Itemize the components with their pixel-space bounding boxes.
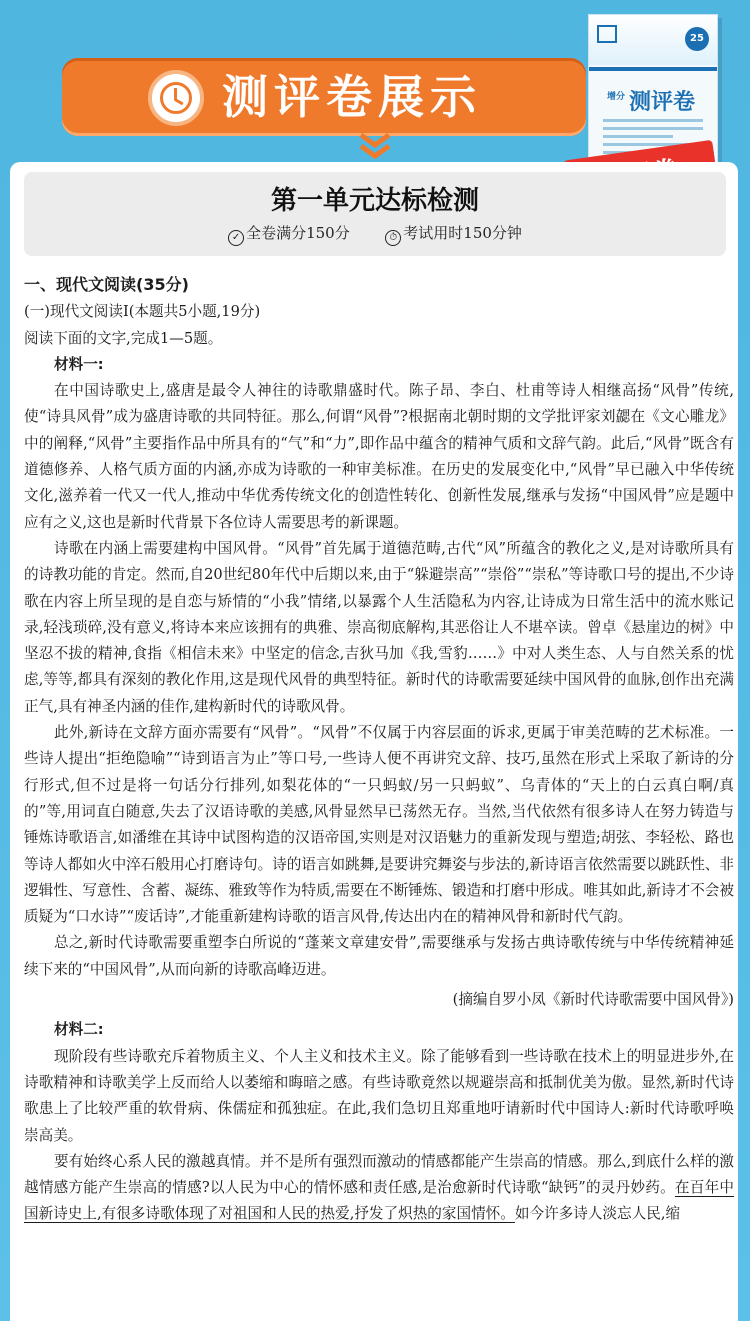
- material-1-paragraph: 诗歌在内涵上需要建构中国风骨。“风骨”首先属于道德范畴,古代“风”所蕴含的教化之义,是对诗歌所具有的诗教功能的肯定。然而,自20世纪80年代中后期以来,由于“躲避崇高”“崇俗”“崇私”等诗歌口号的提出,不少诗歌在内容上所呈现的是自恋与矫情的“小我”情绪,以暴露个人生活隐私为内容,让诗成为日常生活中的流水账记录,轻浅琐碎,没有意义,将诗本来应该拥有的典雅、崇高彻底解构,其恶俗让人不堪卒读。曾卓《悬崖边的树》中坚忍不拔的精神,食指《相信未来》中坚定的信念,吉狄马加《我,雪豹……》中对人类生态、人与自然关系的忧虑,等等,都具有深刻的教化作用,这是现代风骨的典型特征。新时代的诗歌需要延续中国风骨的血脉,创作出充满正气,具有神圣内涵的佳作,建构新时代的诗歌风骨。: [24, 539, 734, 715]
- material-1-paragraph: 总之,新时代诗歌需要重塑李白所说的“蓬莱文章建安骨”,需要继承与发扬古典诗歌传统与中华传统精神延续下来的“中国风骨”,从而向新的诗歌高峰迈进。: [24, 934, 734, 978]
- exam-title: 第一单元达标检测: [270, 186, 479, 216]
- publisher-logo-icon: [597, 25, 617, 43]
- instruction-text: 阅读下面的文字,完成1—5题。: [24, 329, 223, 347]
- material-1-paragraph: 在中国诗歌史上,盛唐是最令人神往的诗歌鼎盛时代。陈子昂、李白、杜甫等诗人相继高扬“风骨”传统,使“诗具风骨”成为盛唐诗歌的共同特征。那么,何谓“风骨”?根据南北朝时期的文学批评家刘勰在《文心雕龙》中的阐释,“风骨”主要指作品中所具有的“气”和“力”,即作品中蕴含的精神气质和文辞气韵。此后,“风骨”既含有道德修养、人格气质方面的内涵,亦成为诗歌的一种审美标准。在历史的发展变化中,“风骨”早已融入中华传统文化,滋养着一代又一代人,推动中华优秀传统文化的创造性转化、创新性发展,继承与发扬“中国风骨”应是题中应有之义,这也是新时代背景下各位诗人需要思考的新课题。: [24, 382, 734, 531]
- material-1-paragraph: 此外,新诗在文辞方面亦需要有“风骨”。“风骨”不仅属于内容层面的诉求,更属于审美范畴的艺术标准。一些诗人提出“拒绝隐喻”“诗到语言为止”等口号,一些诗人便不再讲究文辞、技巧,虽然在形式上采取了新诗的分行形式,但不过是将一句话分行排列,如梨花体的“一只蚂蚁/另一只蚂蚁”、乌青体的“天上的白云真白啊/真的”等,用词直白随意,失去了汉语诗歌的美感,风骨显然早已荡然无存。当然,当代依然有很多诗人在努力铸造与锤炼诗歌语言,如潘维在其诗中试图构造的汉语帝国,实则是对汉语魅力的重新发现与塑造;胡弦、李轻松、路也等诗人都如火中淬石般用心打磨诗句。诗的语言如跳舞,是要讲究舞姿与步法的,新诗语言依然需要以跳跃性、非逻辑性、写意性、含蓄、凝练、雅致等作为特质,需要在不断锤炼、锻造和打磨中形成。唯其如此,新诗才不会被质疑为“口水诗”“废话诗”,才能重新建构诗歌的语言风骨,传达出内在的精神风骨和新时代气韵。: [24, 724, 734, 926]
- book-small-label: 增分: [607, 92, 626, 102]
- banner-title: 测评卷展示: [222, 70, 482, 124]
- exam-meta: [24, 222, 726, 246]
- material-1-label: 材料一:: [54, 355, 104, 373]
- timer-icon: ⏱: [385, 230, 401, 246]
- badge-number: 25: [685, 27, 709, 51]
- full-score-text: 全卷满分150分: [246, 224, 350, 242]
- clock-icon: [148, 70, 204, 126]
- material-2-paragraph: 现阶段有些诗歌充斥着物质主义、个人主义和技术主义。除了能够看到一些诗歌在技术上的明显进步外,在诗歌精神和诗歌美学上反而给人以萎缩和晦暗之感。有些诗歌竟然以规避崇高和抵制优美为傲。显然,新时代诗歌患上了比较严重的软骨病、侏儒症和孤独症。在此,我们急切且郑重地吁请新时代中国诗人:新时代诗歌呼唤崇高美。: [24, 1047, 734, 1144]
- material-1-source: (摘编自罗小凤《新时代诗歌需要中国风骨》): [452, 991, 734, 1009]
- sub-section-title: (一)现代文阅读Ⅰ(本题共5小题,19分): [24, 303, 261, 321]
- material-2-tail-text: 如今许多诗人淡忘人民,缩: [514, 1205, 681, 1223]
- time-limit-text: 考试用时150分钟: [403, 224, 522, 242]
- material-2-paragraph: [24, 1149, 734, 1228]
- book-big-label: 测评卷: [629, 90, 696, 115]
- exam-content: [24, 270, 734, 1228]
- check-icon: ✓: [228, 230, 244, 246]
- material-2-label: 材料二:: [54, 1021, 104, 1039]
- section-title: 一、现代文阅读(35分): [24, 275, 189, 294]
- material-2-plain-text: 要有始终心系人民的激越真情。并不是所有强烈而激动的情感都能产生崇高的情感。那么,到底什么样的激越情感方能产生崇高的情感?以人民为中心的情怀感和责任感,是治愈新时代诗歌“缺钙”的灵丹妙药。: [24, 1152, 734, 1197]
- chevron-down-icon: [357, 132, 393, 162]
- underlined-sentence: 在百年中国新诗史上,有很多诗歌体现了对祖国和人民的热爱,抒发了炽热的家国情怀。: [24, 1179, 734, 1223]
